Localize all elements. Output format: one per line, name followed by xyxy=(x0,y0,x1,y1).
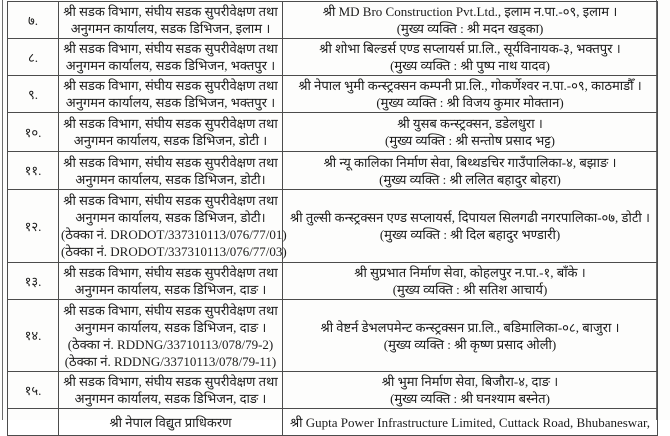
serial-number: ११. xyxy=(8,152,59,190)
page-left-border xyxy=(2,0,3,420)
office-cell xyxy=(59,76,283,113)
contractor-text-line: (मुख्य व्यक्ति : श्री पुष्प नाथ यादव) xyxy=(390,58,550,73)
contractor-text-line: (मुख्य व्यक्ति : श्री सतिश आचार्य) xyxy=(392,282,548,297)
serial-number: ९. xyxy=(8,76,59,113)
table-row xyxy=(8,409,658,436)
table-row xyxy=(8,152,658,190)
contractor-cell xyxy=(283,113,658,152)
contractor-cell xyxy=(283,372,658,409)
table-row xyxy=(8,39,658,76)
office-text-line: श्री सडक विभाग, संघीय सडक सुपरीवेक्षण तथा xyxy=(63,193,278,208)
contractor-text-line: श्री Gupta Power Infrastructure Limited, Cuttack Road, Bhubaneswar, xyxy=(289,414,651,430)
contractor-text-line: श्री नेपाल भुमी कन्स्ट्रक्सन कम्पनी प्रा.लि., गोकर्णेश्वर न.पा.-०९, काठमाडौँ । xyxy=(298,78,642,93)
office-text-line: अनुगमन कार्यालय, सडक डिभिजन, डोटी । xyxy=(73,133,268,148)
office-text-line: श्री सडक विभाग, संघीय सडक सुपरीवेक्षण तथा xyxy=(63,4,278,19)
office-text-line: अनुगमन कार्यालय, सडक डिभिजन, भक्तपुर । xyxy=(65,58,276,73)
contractor-text-line: श्री वेष्टर्न डेभलपमेन्ट कन्स्ट्रक्सन प्रा.लि., बडिमालिका-०८, बाजुरा । xyxy=(320,319,620,335)
contractor-cell xyxy=(283,409,658,436)
office-text-line: (ठेक्का नं. DRODOT/337310113/076/77/03) xyxy=(61,244,287,259)
contractor-text-line: श्री MD Bro Construction Pvt.Ltd., इलाम न.पा.-०९, इलाम । xyxy=(322,4,618,19)
office-text-line: अनुगमन कार्यालय, सडक डिभिजन, भक्तपुर । xyxy=(65,95,276,110)
table-row xyxy=(8,300,658,372)
office-text-line: श्री सडक विभाग, संघीय सडक सुपरीवेक्षण तथा xyxy=(63,302,278,318)
office-text-line: श्री सडक विभाग, संघीय सडक सुपरीवेक्षण तथा xyxy=(63,265,278,280)
serial-number: १०. xyxy=(8,113,59,152)
office-text-line: श्री सडक विभाग, संघीय सडक सुपरीवेक्षण तथा xyxy=(63,78,278,93)
contractor-cell xyxy=(283,263,658,300)
table-row xyxy=(8,263,658,300)
table-row xyxy=(8,2,658,39)
office-cell xyxy=(59,409,283,436)
office-cell xyxy=(59,372,283,409)
office-text-line: अनुगमन कार्यालय, सडक डिभिजन, डोटी। xyxy=(75,171,266,187)
table-row xyxy=(8,76,658,113)
office-cell xyxy=(59,113,283,152)
contractor-text-line: (मुख्य व्यक्ति : श्री कृष्ण प्रसाद ओली) xyxy=(383,336,557,352)
contractor-text-line: श्री शोभा बिल्डर्स एण्ड सप्लायर्स प्रा.लि., सूर्यविनायक-३, भक्तपुर । xyxy=(319,41,621,56)
serial-number: ८. xyxy=(8,39,59,76)
contractor-cell xyxy=(283,39,658,76)
office-text-line: (ठेक्का नं. RDDNG/33710113/078/79-2) xyxy=(67,336,274,352)
contractor-cell xyxy=(283,300,658,372)
contractor-text-line: श्री युसब कन्स्ट्रक्सन, डडेलधुरा । xyxy=(397,116,543,131)
contractor-cell xyxy=(283,2,658,39)
office-cell xyxy=(59,263,283,300)
office-text-line: श्री सडक विभाग, संघीय सडक सुपरीवेक्षण तथा xyxy=(63,374,278,389)
office-text-line: श्री सडक विभाग, संघीय सडक सुपरीवेक्षण तथा xyxy=(63,41,278,56)
office-text-line: अनुगमन कार्यालय, सडक डिभिजन, दाङ । xyxy=(74,391,267,406)
office-text-line: अनुगमन कार्यालय, सडक डिभिजन, दाङ । xyxy=(74,319,267,335)
contractor-text-line: (मुख्य व्यक्ति : श्री मदन खड्का) xyxy=(396,21,544,36)
office-cell xyxy=(59,152,283,190)
contractor-cell xyxy=(283,152,658,190)
office-cell xyxy=(59,39,283,76)
contractor-text-line: (मुख्य व्यक्ति : श्री सन्तोष प्रसाद भट्ट) xyxy=(384,133,556,148)
serial-number: १४. xyxy=(8,300,59,372)
contractor-text-line: श्री न्यू कालिका निर्माण सेवा, बिथ्थडचिर गाउँपालिका-४, बझाङ । xyxy=(323,154,617,170)
office-text-line: श्री सडक विभाग, संघीय सडक सुपरीवेक्षण तथा xyxy=(63,154,278,170)
office-text-line: अनुगमन कार्यालय, सडक डिभिजन, डोटी। xyxy=(75,210,266,225)
contractor-text-line: (मुख्य व्यक्ति : श्री ललित बहादुर बोहरा) xyxy=(379,171,561,187)
serial-number xyxy=(8,409,59,436)
contractor-cell xyxy=(283,76,658,113)
contractor-text-line: (मुख्य व्यक्ति : श्री विजय कुमार मोक्तान) xyxy=(376,95,564,110)
serial-number: १३. xyxy=(8,263,59,300)
office-text-line: श्री सडक विभाग, संघीय सडक सुपरीवेक्षण तथा xyxy=(63,116,278,131)
office-cell xyxy=(59,300,283,372)
contractor-text-line: (मुख्य व्यक्ति : श्री दिल बहादुर भण्डारी) xyxy=(379,227,561,242)
table-row xyxy=(8,372,658,409)
office-text-line: अनुगमन कार्यालय, सडक डिभिजन, इलाम । xyxy=(70,21,271,36)
contractors-table xyxy=(7,1,658,436)
contractors-table-body xyxy=(8,2,658,436)
contractor-text-line: (मुख्य व्यक्ति : श्री घनश्याम बस्नेत) xyxy=(390,391,550,406)
contractor-text-line: श्री सुप्रभात निर्माण सेवा, कोहलपुर न.पा.-१, बाँके । xyxy=(354,265,586,280)
table-row xyxy=(8,190,658,263)
contractor-cell xyxy=(283,190,658,263)
serial-number: १५. xyxy=(8,372,59,409)
serial-number: ७. xyxy=(8,2,59,39)
contractor-text-line: श्री तुल्सी कन्स्ट्रक्सन एण्ड सप्लायर्स, दिपायल सिलगढी नगरपालिका-०७, डोटी । xyxy=(290,210,650,225)
office-cell xyxy=(59,190,287,263)
serial-number: १२. xyxy=(8,190,59,263)
office-text-line: (ठेक्का नं. DRODOT/337310113/076/77/01) xyxy=(61,227,287,242)
office-text-line: (ठेक्का नं. RDDNG/33710113/078/79-11) xyxy=(64,353,277,369)
office-cell xyxy=(59,2,283,39)
office-text-line: अनुगमन कार्यालय, सडक डिभिजन, दाङ । xyxy=(74,282,267,297)
contractor-text-line: श्री भुमा निर्माण सेवा, बिजौरा-४, दाङ । xyxy=(381,374,559,389)
office-text-line: श्री नेपाल विद्युत प्राधिकरण xyxy=(109,414,232,430)
table-row xyxy=(8,113,658,152)
